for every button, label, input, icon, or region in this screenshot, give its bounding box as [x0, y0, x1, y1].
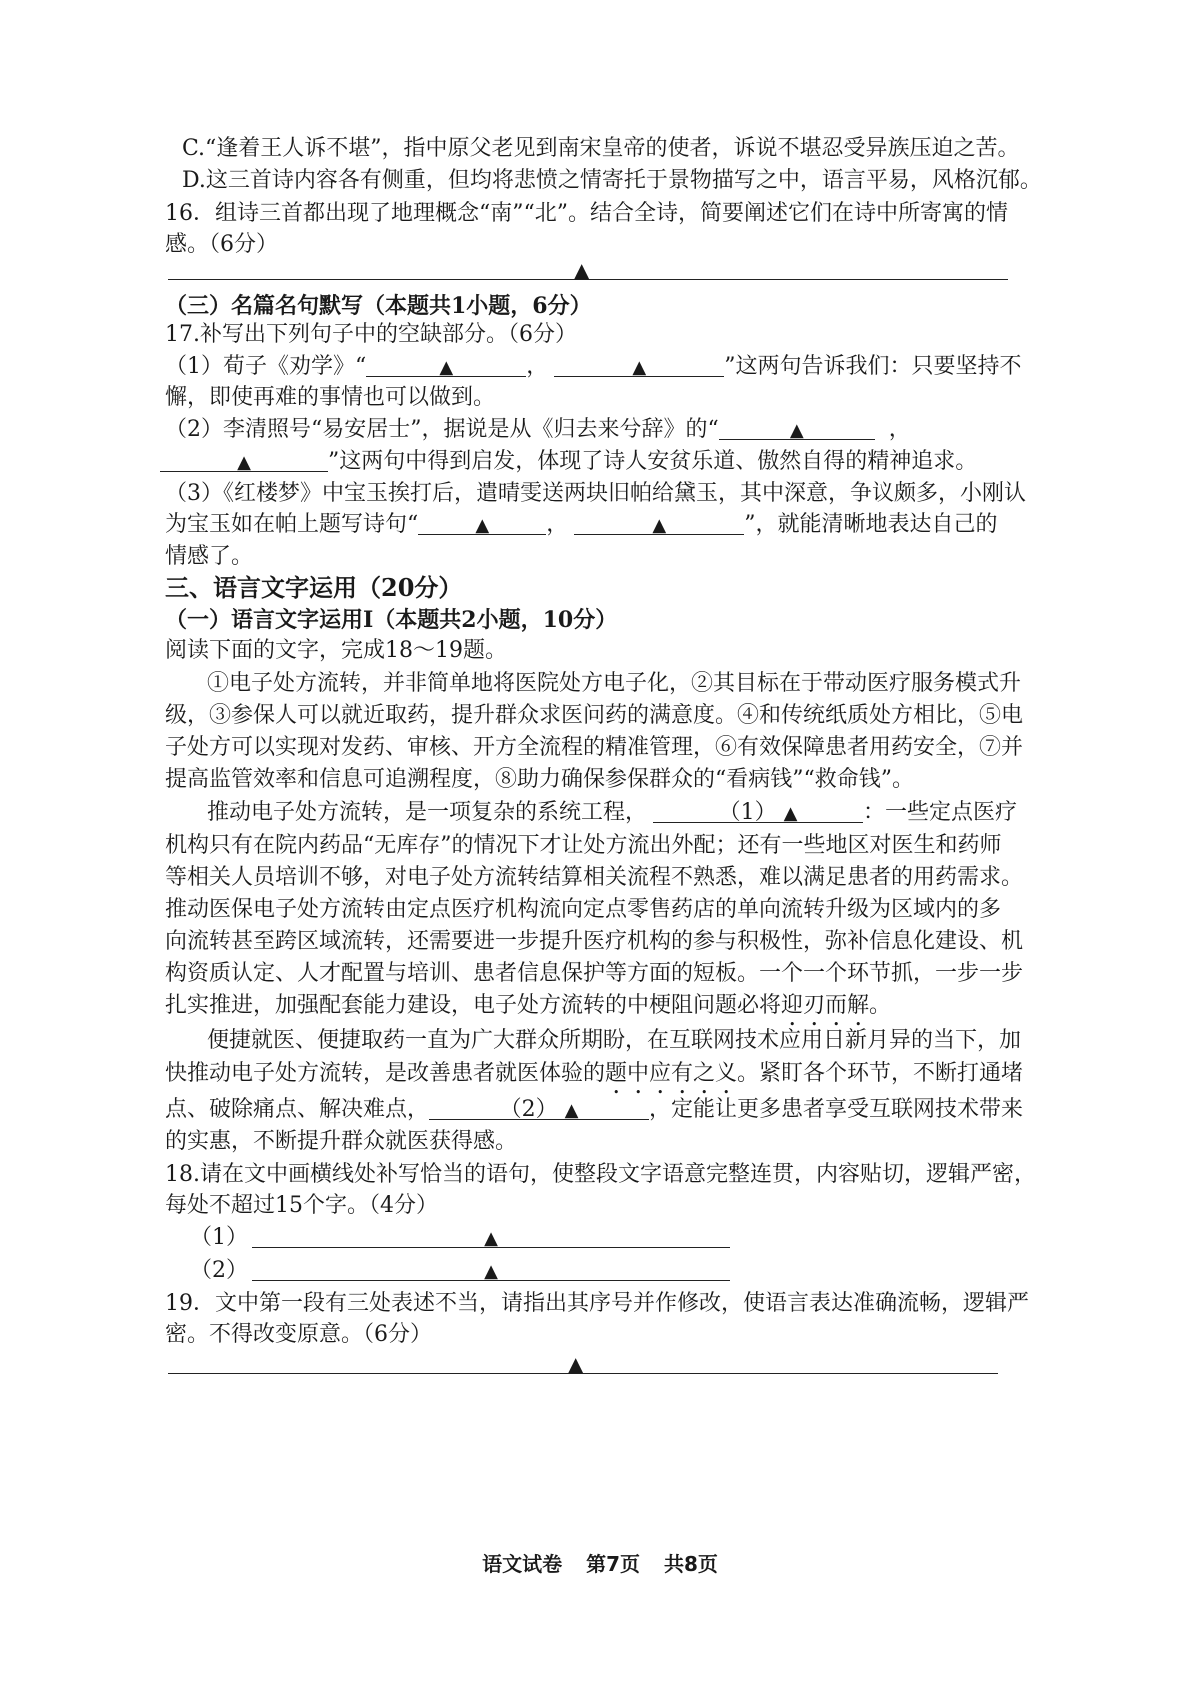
section-3-heading: 三、语言文字运用（20分）: [165, 573, 463, 602]
option-c: C.“逢着王人诉不堪”，指中原父老见到南宋皇帝的使者，诉说不堪忍受异族压迫之苦。: [182, 136, 1020, 161]
para2-line: 推动医保电子处方流转由定点医疗机构流向定点零售药店的单向流转升级为区域内的多: [165, 897, 1002, 922]
footer-total: 共8页: [664, 1552, 718, 1576]
fill-blank-2[interactable]: （2） ▲: [429, 1093, 649, 1120]
question-17-part3-cont: 为宝玉如在帕上题写诗句“ ▲ ， ▲ ”，就能清晰地表达自己的: [165, 508, 998, 542]
emphasis-text: 迎刃而解: [781, 993, 870, 1018]
para2-line: 机构只有在院内药品“无库存”的情况下才让处方流出外配；还有一些地区对医生和药师: [165, 833, 1002, 858]
para1-line: ①电子处方流转，并非简单地将医院处方电子化，②其目标在于带动医疗服务模式升: [207, 671, 1022, 696]
page-footer: [0, 1548, 1200, 1577]
fill-blank[interactable]: ▲: [554, 350, 724, 377]
question-17-part3-end: 情感了。: [165, 544, 254, 569]
answer-marker: ▲: [574, 258, 590, 282]
section-3-1-heading: （一）语言文字运用Ⅰ（本题共2小题，10分）: [165, 607, 618, 633]
para2-line: 向流转甚至跨区域流转，还需要进一步提升医疗机构的参与积极性，弥补信息化建设、机: [165, 929, 1024, 954]
answer-line-18-1[interactable]: ▲: [252, 1221, 730, 1248]
answer-18-2: （2） ▲: [190, 1254, 730, 1288]
para3-line: 便捷就医、便捷取药一直为广大群众所期盼，在互联网技术应用日新月异的当下，加: [207, 1028, 1022, 1053]
para2-line: 扎实推进，加强配套能力建设，电子处方流转的中梗阻问题必将迎刃而解。: [165, 993, 892, 1018]
question-16-line1: 16．组诗三首都出现了地理概念“南”“北”。结合全诗，简要阐述它们在诗中所寄寓的情: [165, 201, 1008, 226]
reading-instruction: 阅读下面的文字，完成18～19题。: [165, 638, 507, 663]
question-16-line2: 感。（6分）: [165, 232, 278, 257]
question-19-line2: 密。不得改变原意。（6分）: [165, 1322, 432, 1347]
answer-marker: ▲: [568, 1352, 584, 1376]
fill-blank-1[interactable]: （1） ▲: [653, 796, 863, 823]
footer-subject: 语文试卷: [482, 1552, 563, 1576]
fill-blank[interactable]: ▲: [574, 508, 744, 535]
question-18-line2: 每处不超过15个字。（4分）: [165, 1193, 438, 1218]
para3-line: 快推动电子处方流转，是改善患者就医体验的题中应有之义。紧盯各个环节，不断打通堵: [165, 1061, 1024, 1086]
question-18-line1: 18.请在文中画横线处补写恰当的语句，使整段文字语意完整连贯，内容贴切，逻辑严密，: [165, 1162, 1036, 1187]
section-recite-heading: （三）名篇名句默写（本题共1小题，6分）: [165, 293, 592, 319]
fill-blank[interactable]: ▲: [366, 350, 526, 377]
fill-blank[interactable]: ▲: [719, 413, 875, 440]
question-17-stem: 17.补写出下列句子中的空缺部分。（6分）: [165, 322, 577, 347]
question-17-part3: （3）《红楼梦》中宝玉挨打后，遣晴雯送两块旧帕给黛玉，其中深意，争议颇多，小刚认: [165, 481, 1027, 506]
para2-line: 构资质认定、人才配置与培训、患者信息保护等方面的短板。一个一个环节抓，一步一步: [165, 961, 1024, 986]
answer-line-18-2[interactable]: ▲: [252, 1254, 730, 1281]
question-17-part2-cont: ▲ ”这两句中得到启发，体现了诗人安贫乐道、傲然自得的精神追求。: [160, 445, 977, 479]
para2-line: 推动电子处方流转，是一项复杂的系统工程， （1） ▲ ：一些定点医疗: [207, 796, 1017, 830]
option-d: D.这三首诗内容各有侧重，但均将悲愤之情寄托于景物描写之中，语言平易，风格沉郁。: [182, 168, 1042, 193]
emphasis-text: 题中应有之义: [605, 1061, 738, 1086]
para1-line: 提高监管效率和信息可追溯程度，⑧助力确保参保群众的“看病钱”“救命钱”。: [165, 767, 914, 792]
para1-line: 级，③参保人可以就近取药，提升群众求医问药的满意度。④和传统纸质处方相比，⑤电: [165, 703, 1024, 728]
para1-line: 子处方可以实现对发药、审核、开方全流程的精准管理，⑥有效保障患者用药安全，⑦并: [165, 735, 1024, 760]
fill-blank[interactable]: ▲: [160, 445, 328, 472]
question-19-line1: 19．文中第一段有三处表述不当，请指出其序号并作修改，使语言表达准确流畅，逻辑严: [165, 1291, 1029, 1316]
para3-line: 的实惠，不断提升群众就医获得感。: [165, 1129, 518, 1154]
question-17-part1: （1）荀子《劝学》“ ▲ ， ▲ ”这两句告诉我们：只要坚持不: [165, 350, 1022, 384]
question-17-part2: （2）李清照号“易安居士”，据说是从《归去来兮辞》的“ ▲ ，: [165, 413, 911, 447]
footer-page: 第7页: [586, 1552, 640, 1576]
answer-18-1: （1） ▲: [190, 1221, 730, 1255]
fill-blank[interactable]: ▲: [418, 508, 546, 535]
question-17-part1-cont: 懈，即使再难的事情也可以做到。: [165, 385, 496, 410]
para3-line: 点、破除痛点、解决难点， （2） ▲ ，定能让更多患者享受互联网技术带来: [165, 1093, 1023, 1127]
para2-line: 等相关人员培训不够，对电子处方流转结算相关流程不熟悉，难以满足患者的用药需求。: [165, 865, 1024, 890]
